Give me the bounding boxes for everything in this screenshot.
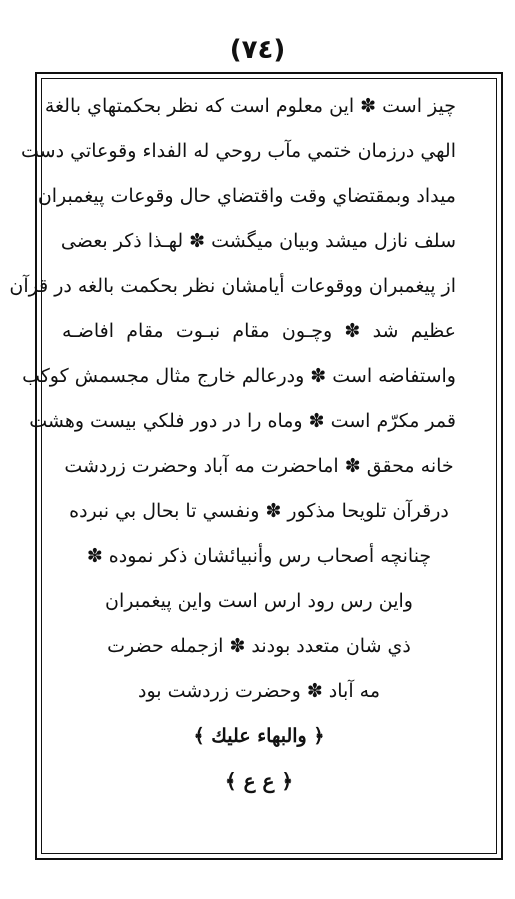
text-line: چيز است ✽ اين معلوم است كه نظر بحكمتهاي بالغة	[44, 95, 456, 117]
text-line: سلف نازل ميشد وبيان ميگشت ✽ لهـذا ذكر بعضى	[60, 230, 456, 252]
text-line: خانه محقق ✽ اماحضرت مه آباد وحضرت زردشت	[64, 455, 454, 477]
text-line: قمر مكرّم است ✽ وماه را در دور فلكي بيست وهشت	[29, 410, 456, 432]
text-line: عظيم شد ✽ وچـون مقام نبـوت مقام افاضـه	[62, 320, 456, 342]
text-line: ميداد وبمقتضاي وقت واقتضاي حال وقوعات پيغمبران	[37, 185, 456, 207]
text-line: واستفاضه است ✽ ودرعالم خارج مثال مجسمش كوكب	[22, 365, 456, 387]
body-text	[9, 84, 456, 804]
text-line: از پيغمبران ووقوعات أيامشان نظر بحكمت بالغه در قرآن	[9, 275, 456, 297]
text-line: چنانچه أصحاب رس وأنبيائشان ذكر نموده ✽	[86, 545, 432, 567]
closing-salutation: ﴿ والبهاء عليك ﴾	[193, 725, 325, 747]
text-line: واين رس رود ارس است واين پيغمبران	[105, 590, 413, 612]
page-number: (٧٤)	[229, 35, 286, 65]
text-line: درقرآن تلويحا مذكور ✽ ونفسي تا بحال بي نبرده	[69, 500, 449, 522]
text-line: ذي شان متعدد بودند ✽ ازجمله حضرت	[107, 635, 411, 657]
text-line: مه آباد ✽ وحضرت زردشت بود	[137, 680, 381, 702]
text-line: الهي درزمان ختمي مآب روحي له الفداء وقوعاتي دست	[21, 140, 456, 162]
signature-mark: ﴿ ع ع ﴾	[224, 769, 294, 793]
